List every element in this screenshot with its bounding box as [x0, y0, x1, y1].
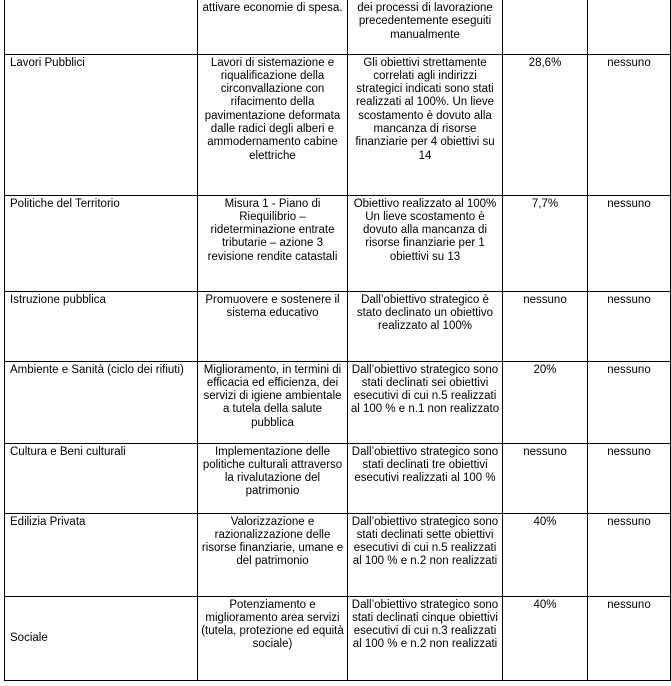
table-row	[5, 596, 671, 680]
cell-objective: Promuovere e sostenere il sistema educativo	[198, 291, 348, 361]
cell-outcome: Dall’obiettivo strategico sono stati declinati sei obiettivi esecutivi di cui n.5 realizzati al 100 % e n.1 non realizzato	[348, 361, 503, 443]
table-row	[5, 195, 671, 291]
cell-area: Istruzione pubblica	[5, 291, 198, 361]
cell-deviation	[503, 0, 588, 54]
table-row	[5, 291, 671, 361]
cell-deviation: 7,7%	[503, 195, 588, 291]
table-row	[5, 443, 671, 513]
cell-outcome: Dall’obiettivo strategico è stato declinato un obiettivo realizzato al 100%	[348, 291, 503, 361]
cell-other	[588, 0, 671, 54]
cell-other: nessuno	[588, 513, 671, 596]
cell-area	[5, 0, 198, 54]
cell-area: Edilizia Privata	[5, 513, 198, 596]
cell-other: nessuno	[588, 443, 671, 513]
cell-objective: Implementazione delle politiche culturali attraverso la rivalutazione del patrimonio	[198, 443, 348, 513]
cell-other: nessuno	[588, 54, 671, 195]
cell-deviation: 20%	[503, 361, 588, 443]
cell-objective: Valorizzazione e razionalizzazione delle risorse finanziarie, umane e del patrimonio	[198, 513, 348, 596]
cell-deviation: nessuno	[503, 443, 588, 513]
cell-outcome: dei processi di lavorazione precedentemente eseguiti manualmente	[348, 0, 503, 54]
cell-other: nessuno	[588, 195, 671, 291]
cell-deviation: nessuno	[503, 291, 588, 361]
cell-outcome: Obiettivo realizzato al 100% Un lieve scostamento è dovuto alla mancanza di risorse finanziarie per 1 obiettivi su 13	[348, 195, 503, 291]
cell-objective: attivare economie di spesa.	[198, 0, 348, 54]
cell-objective: Miglioramento, in termini di efficacia ed efficienza, dei servizi di igiene ambientale a tutela della salute pubblica	[198, 361, 348, 443]
cell-deviation: 40%	[503, 513, 588, 596]
cell-other: nessuno	[588, 361, 671, 443]
table-row	[5, 0, 671, 54]
cell-other: nessuno	[588, 596, 671, 680]
cell-area: Politiche del Territorio	[5, 195, 198, 291]
cell-objective: Potenziamento e miglioramento area servizi (tutela, protezione ed equità sociale)	[198, 596, 348, 680]
cell-outcome: Dall’obiettivo strategico sono stati declinati cinque obiettivi esecutivi di cui n.3 realizzati al 100 % e n.2 non realizzati	[348, 596, 503, 680]
strategic-objectives-table	[4, 0, 671, 681]
table-row	[5, 361, 671, 443]
cell-area: Lavori Pubblici	[5, 54, 198, 195]
cell-outcome: Dall’obiettivo strategico sono stati declinati sette obiettivi esecutivi di cui n.5 realizzati al 100 % e n.2 non realizzati	[348, 513, 503, 596]
cell-objective: Misura 1 - Piano di Riequilibrio – rideterminazione entrate tributarie – azione 3 revisione rendite catastali	[198, 195, 348, 291]
cell-deviation: 28,6%	[503, 54, 588, 195]
cell-other: nessuno	[588, 291, 671, 361]
cell-deviation: 40%	[503, 596, 588, 680]
document-page	[4, 0, 671, 681]
table-row	[5, 54, 671, 195]
cell-area: Ambiente e Sanità (ciclo dei rifiuti)	[5, 361, 198, 443]
table-row	[5, 513, 671, 596]
cell-objective: Lavori di sistemazione e riqualificazione della circonvallazione con rifacimento della pavimentazione deformata dalle radici degli alberi e ammodernamento cabine elettriche	[198, 54, 348, 195]
cell-area: Cultura e Beni culturali	[5, 443, 198, 513]
cell-outcome: Gli obiettivi strettamente correlati agli indirizzi strategici indicati sono stati realizzati al 100%. Un lieve scostamento è dovuto alla mancanza di risorse finanziarie per 4 obiettivi su 14	[348, 54, 503, 195]
cell-area: Sociale	[5, 596, 198, 680]
cell-outcome: Dall’obiettivo strategico sono stati declinati tre obiettivi esecutivi realizzati al 100 %	[348, 443, 503, 513]
